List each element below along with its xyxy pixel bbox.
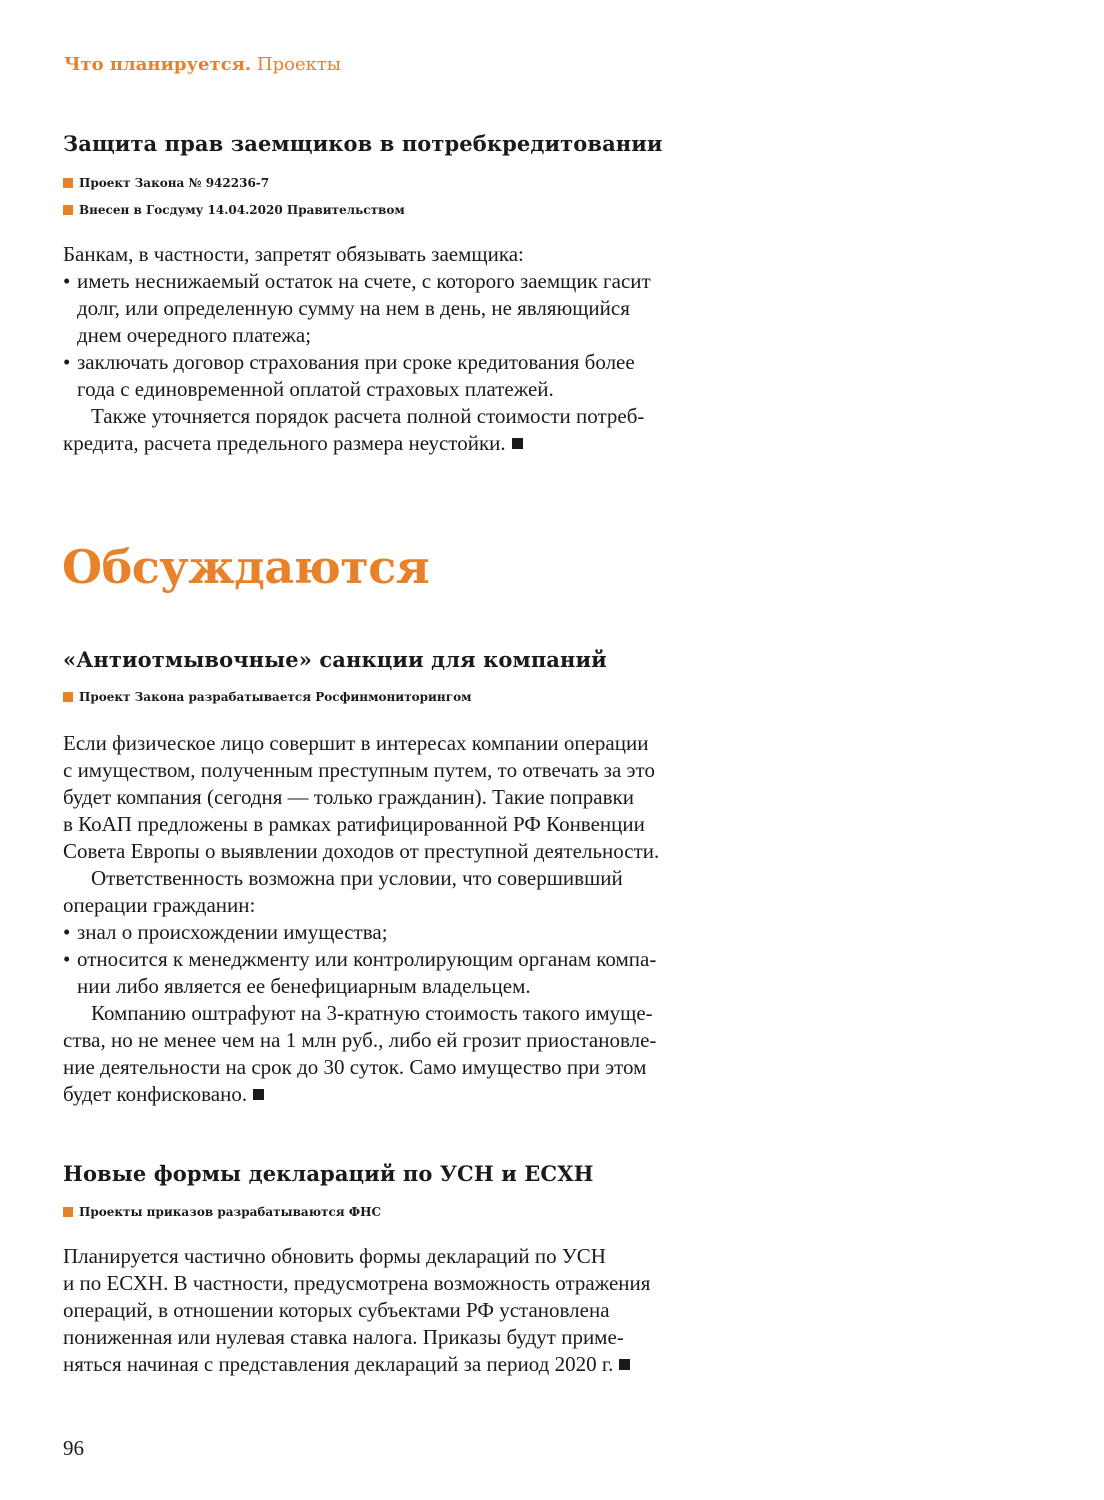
header-section: Что планируется. bbox=[64, 54, 252, 75]
bullet-item-line: днем очередного платежа; bbox=[77, 323, 312, 347]
paragraph-line: Если физическое лицо совершит в интересах компании операции bbox=[63, 731, 649, 755]
paragraph-line: Компанию оштрафуют на 3-кратную стоимость такого имуще- bbox=[91, 1001, 653, 1025]
orange-square-marker bbox=[63, 178, 73, 188]
article-title-anti-laundering: «Антиотмывочные» санкции для компаний bbox=[63, 647, 607, 672]
header-subsection: Проекты bbox=[256, 54, 342, 75]
article-meta-fns bbox=[63, 1205, 381, 1219]
paragraph-line: Также уточняется порядок расчета полной стоимости потреб- bbox=[91, 404, 645, 428]
bullet-item-line: долг, или определенную сумму на нем в день, не являющийся bbox=[77, 296, 630, 320]
paragraph-line-last bbox=[63, 1081, 264, 1108]
article-title-declaration-forms: Новые формы деклараций по УСН и ЕСХН bbox=[63, 1161, 594, 1186]
paragraph-line-last bbox=[63, 430, 523, 457]
meta-text: Проект Закона № 942236-7 bbox=[79, 176, 270, 190]
running-header bbox=[64, 54, 341, 75]
paragraph-text: кредита, расчета предельного размера неустойки. bbox=[63, 431, 506, 455]
paragraph-line: пониженная или нулевая ставка налога. Приказы будут приме- bbox=[63, 1325, 624, 1349]
bullet-item-line: нии либо является ее бенефициарным владельцем. bbox=[77, 974, 531, 998]
paragraph-line: и по ЕСХН. В частности, предусмотрена возможность отражения bbox=[63, 1271, 651, 1295]
paragraph-line: в КоАП предложены в рамках ратифицированной РФ Конвенции bbox=[63, 812, 645, 836]
bullet-item-line: • иметь неснижаемый остаток на счете, с которого заемщик гасит bbox=[77, 268, 651, 295]
meta-text: Проекты приказов разрабатываются ФНС bbox=[79, 1205, 382, 1219]
meta-text: Проект Закона разрабатывается Росфинмониторингом bbox=[79, 690, 472, 704]
paragraph-line-last bbox=[63, 1351, 630, 1378]
bullet-item-line: года с единовременной оплатой страховых платежей. bbox=[77, 377, 554, 401]
paragraph-text: будет конфисковано. bbox=[63, 1082, 248, 1106]
article-meta-submitted bbox=[63, 203, 405, 217]
end-of-article-mark bbox=[253, 1089, 264, 1100]
orange-square-marker bbox=[63, 205, 73, 215]
bullet-item-line: • заключать договор страхования при сроке кредитования более bbox=[77, 349, 635, 376]
paragraph-line: будет компания (сегодня — только гражданин). Такие поправки bbox=[63, 785, 634, 809]
meta-text: Внесен в Госдуму 14.04.2020 Правительством bbox=[79, 203, 405, 217]
paragraph-text: няться начиная с представления деклараций за период 2020 г. bbox=[63, 1352, 614, 1376]
paragraph-line: с имуществом, полученным преступным путем, то отвечать за это bbox=[63, 758, 655, 782]
orange-square-marker bbox=[63, 692, 73, 702]
paragraph-line: операции гражданин: bbox=[63, 893, 256, 917]
paragraph-line: операций, в отношении которых субъектами РФ установлена bbox=[63, 1298, 610, 1322]
article-title-borrower-protection: Защита прав заемщиков в потребкредитовании bbox=[63, 131, 663, 156]
section-title-discussed: Обсуждаются bbox=[62, 540, 430, 594]
page-number: 96 bbox=[63, 1436, 84, 1460]
end-of-article-mark bbox=[619, 1359, 630, 1370]
paragraph-line: ние деятельности на срок до 30 суток. Само имущество при этом bbox=[63, 1055, 647, 1079]
paragraph-line: ства, но не менее чем на 1 млн руб., либо ей грозит приостановле- bbox=[63, 1028, 657, 1052]
bullet-item-line: • знал о происхождении имущества; bbox=[77, 919, 388, 946]
article-meta-rosfinmonitoring bbox=[63, 690, 472, 704]
paragraph-line: Планируется частично обновить формы деклараций по УСН bbox=[63, 1244, 606, 1268]
paragraph-line: Ответственность возможна при условии, что совершивший bbox=[91, 866, 623, 890]
paragraph-line: Банкам, в частности, запретят обязывать заемщика: bbox=[63, 242, 524, 266]
article-meta-bill-number bbox=[63, 176, 269, 190]
end-of-article-mark bbox=[512, 438, 523, 449]
paragraph-line: Совета Европы о выявлении доходов от преступной деятельности. bbox=[63, 839, 660, 863]
bullet-item-line: • относится к менеджменту или контролирующим органам компа- bbox=[77, 946, 656, 973]
orange-square-marker bbox=[63, 1207, 73, 1217]
